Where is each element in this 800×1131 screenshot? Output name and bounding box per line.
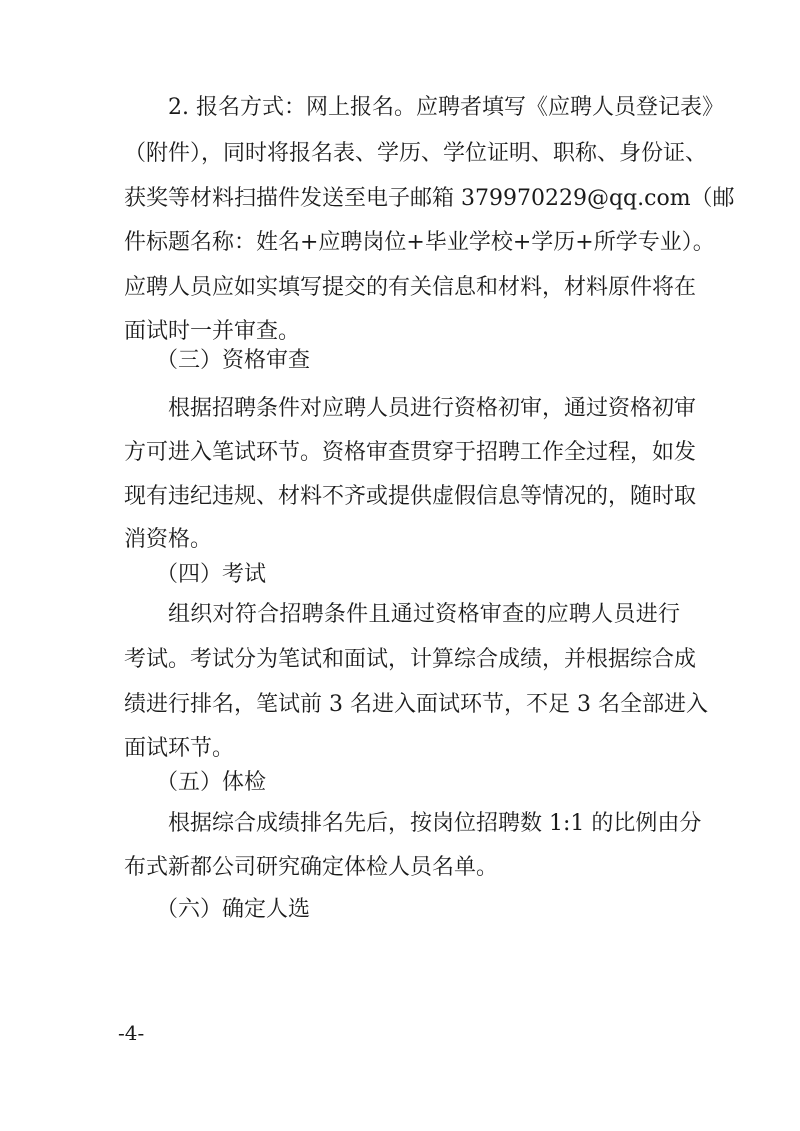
signup-line-2: （附件），同时将报名表、学历、学位证明、职称、身份证、	[124, 141, 708, 166]
qualification-line-4: 消资格。	[124, 527, 213, 552]
qualification-line-1: 根据招聘条件对应聘人员进行资格初审，通过资格初审	[168, 396, 697, 421]
qualification-line-2: 方可进入笔试环节。资格审查贯穿于招聘工作全过程，如发	[124, 440, 697, 465]
exam-heading: （四）考试	[156, 562, 267, 587]
exam-line-3: 绩进行排名，笔试前 3 名进入面试环节，不足 3 名全部进入	[124, 692, 708, 717]
qualification-heading: （三）资格审查	[156, 348, 311, 373]
exam-line-4: 面试环节。	[124, 736, 235, 761]
exam-line-2: 考试。考试分为笔试和面试，计算综合成绩，并根据综合成	[124, 647, 697, 672]
page-number: -4-	[118, 1021, 145, 1045]
signup-line-6: 面试时一并审查。	[124, 319, 301, 344]
signup-line-5: 应聘人员应如实填写提交的有关信息和材料，材料原件将在	[124, 275, 697, 300]
physical-line-1: 根据综合成绩排名先后，按岗位招聘数 1:1 的比例由分	[168, 811, 702, 836]
exam-line-1: 组织对符合招聘条件且通过资格审查的应聘人员进行	[168, 602, 680, 627]
physical-heading: （五）体检	[156, 770, 267, 795]
signup-line-3: 获奖等材料扫描件发送至电子邮箱 379970229@qq.com（邮	[124, 186, 735, 211]
qualification-line-3: 现有违纪违规、材料不齐或提供虚假信息等情况的，随时取	[124, 484, 697, 509]
physical-line-2: 布式新都公司研究确定体检人员名单。	[124, 855, 499, 880]
selection-heading: （六）确定人选	[156, 897, 311, 922]
signup-line-4: 件标题名称：姓名+应聘岗位+毕业学校+学历+所学专业）。	[124, 230, 715, 255]
signup-line-1: 2. 报名方式：网上报名。应聘者填写《应聘人员登记表》	[168, 95, 724, 120]
